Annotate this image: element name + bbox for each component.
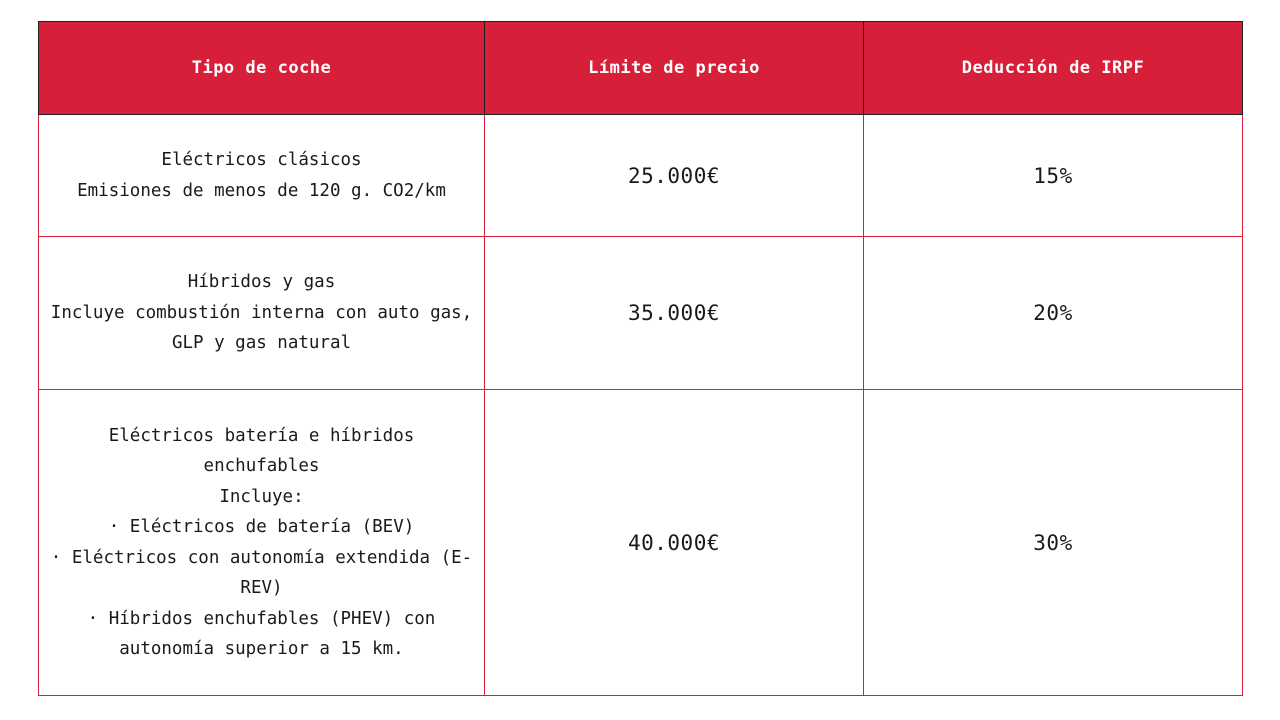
- deduction-cell: [864, 115, 1243, 237]
- car-type-cell: [39, 237, 485, 390]
- price-limit-cell: [485, 390, 864, 696]
- table-row: [39, 115, 1243, 237]
- car-type-detail: Incluye combustión interna con auto gas, GLP y gas natural: [50, 302, 473, 354]
- deduction-value: 15%: [1033, 163, 1073, 188]
- car-type-title: Híbridos y gas: [187, 272, 336, 293]
- header-car-type: Tipo de coche: [39, 22, 485, 115]
- car-type-bullet-phev: · Híbridos enchufables (PHEV) con autonomía superior a 15 km.: [87, 608, 436, 659]
- car-type-detail: Emisiones de menos de 120 g. CO2/km: [77, 180, 446, 201]
- price-limit-cell: [485, 115, 864, 237]
- price-limit-cell: [485, 237, 864, 390]
- header-price-limit: Límite de precio: [485, 22, 864, 115]
- car-type-cell: [39, 390, 485, 696]
- deduction-cell: [864, 237, 1243, 390]
- car-tax-deduction-table: [38, 21, 1243, 696]
- price-limit-value: 35.000€: [627, 301, 720, 325]
- car-type-includes-label: Incluye:: [219, 486, 304, 507]
- car-type-title: Eléctricos batería e híbridos enchufables: [108, 425, 415, 476]
- table-header-row: [39, 22, 1243, 115]
- car-type-title: Eléctricos clásicos: [161, 150, 362, 170]
- deduction-value: 20%: [1033, 301, 1073, 325]
- price-limit-value: 25.000€: [627, 163, 720, 188]
- table-row: [39, 237, 1243, 390]
- price-limit-value: 40.000€: [627, 530, 720, 555]
- header-irpf-deduction: Deducción de IRPF: [864, 22, 1243, 115]
- car-type-bullet-bev: · Eléctricos de batería (BEV): [108, 517, 415, 537]
- car-type-bullet-erev: · Eléctricos con autonomía extendida (E-REV): [50, 547, 473, 598]
- deduction-value: 30%: [1033, 530, 1073, 555]
- table-row: [39, 390, 1243, 696]
- deduction-cell: [864, 390, 1243, 696]
- car-type-cell: [39, 115, 485, 237]
